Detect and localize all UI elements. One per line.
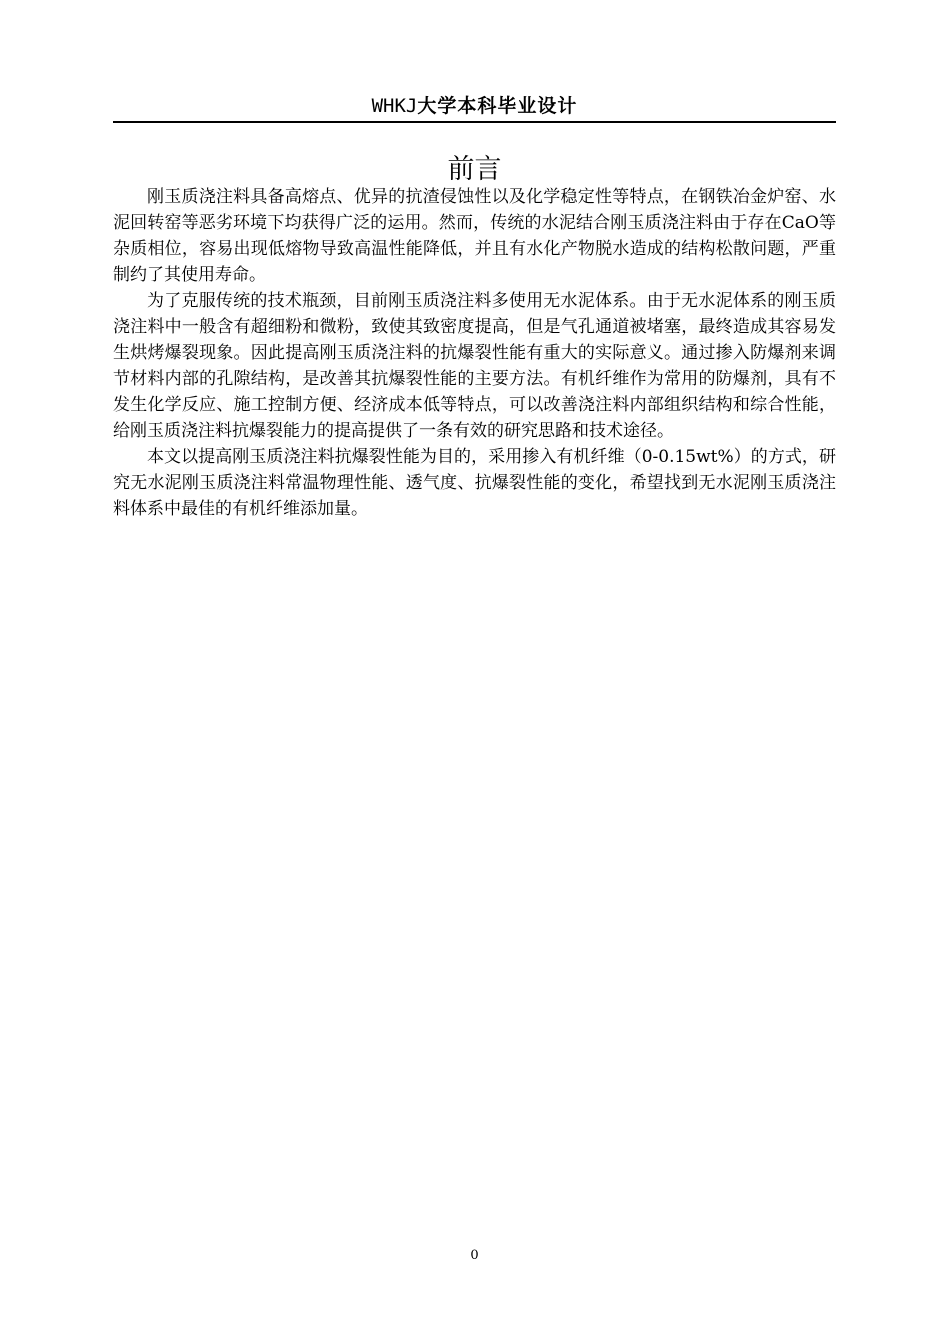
header-title: 大学本科毕业设计 [417,95,578,117]
header-rule [113,121,836,123]
header-prefix: WHKJ [371,95,418,117]
section-heading: 前言 [447,154,502,185]
paragraph-3: 本文以提高刚玉质浇注料抗爆裂性能为目的，采用掺入有机纤维（0-0.15wt%）的方式，研究无水泥刚玉质浇注料常温物理性能、透气度、抗爆裂性能的变化，希望找到无水泥刚玉质浇注料体系中最佳的有机纤维添加量。 [113,447,836,519]
paragraph-2: 为了克服传统的技术瓶颈，目前刚玉质浇注料多使用无水泥体系。由于无水泥体系的刚玉质浇注料中一般含有超细粉和微粉，致使其致密度提高，但是气孔通道被堵塞，最终造成其容易发生烘烤爆裂现象。因此提高刚玉质浇注料的抗爆裂性能有重大的实际意义。通过掺入防爆剂来调节材料内部的孔隙结构，是改善其抗爆裂性能的主要方法。有机纤维作为常用的防爆剂，具有不发生化学反应、施工控制方便、经济成本低等特点，可以改善浇注料内部组织结构和综合性能，给刚玉质浇注料抗爆裂能力的提高提供了一条有效的研究思路和技术途径。 [113,291,836,441]
running-header [113,92,836,120]
page-number: 0 [470,1248,479,1263]
body-text [113,184,836,522]
paragraph-1: 刚玉质浇注料具备高熔点、优异的抗渣侵蚀性以及化学稳定性等特点，在钢铁冶金炉窑、水泥回转窑等恶劣环境下均获得广泛的运用。然而，传统的水泥结合刚玉质浇注料由于存在CaO等杂质相位，容易出现低熔物导致高温性能降低，并且有水化产物脱水造成的结构松散问题，严重制约了其使用寿命。 [113,187,836,285]
